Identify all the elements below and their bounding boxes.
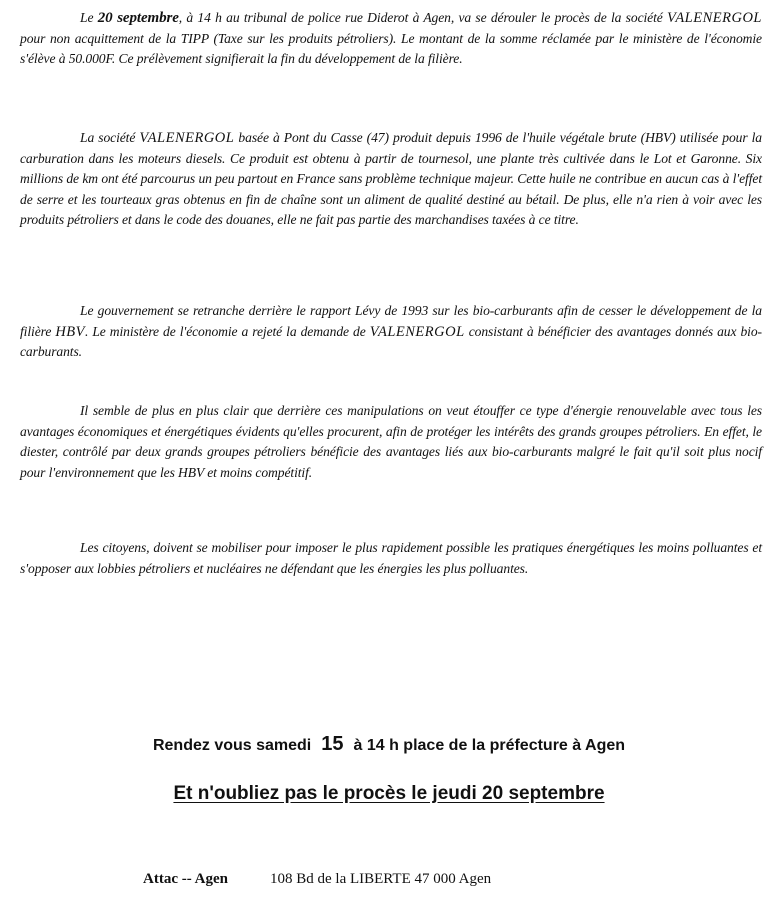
paragraph-text: , à 14 h au tribunal de police rue Diderot à Agen, va se dérouler le procès de la société [178,10,668,25]
paragraph-text: pour non acquittement de la TIPP (Taxe sur les produits pétroliers). Le montant de la somme réclamée par le ministère de l'économie s'élève à 50.000F. Ce prélèvement signifierait la fin du développement de la filière. [20,30,762,66]
paragraph-government-position [20,301,762,363]
paragraph-text: Le gouvernement se retranche derrière le rapport Lévy de 1993 sur les bio-carburants afin de cesser le développement de la filière [20,303,762,339]
paragraph-call-to-action: Les citoyens, doivent se mobiliser pour imposer le plus rapidement possible les pratiques énergétiques les moins polluantes et s'opposer aux lobbies pétroliers et nucléaires ne défendant que les énergies les plus polluantes. [20,540,762,576]
company-name: VALENERGOL [369,323,465,340]
paragraph-lead: La société [80,130,140,145]
paragraph-text: consistant à bénéficier des avantages donnés aux bio-carburants. [20,323,762,359]
rendezvous-before: Rendez vous samedi [152,737,312,754]
rendezvous-line [0,733,778,756]
paragraph-text: basée à Pont du Casse (47) produit depuis 1996 de l'huile végétale brute (HBV) utilisée pour la carburation dans les moteurs diesels. Ce produit est obtenu à partir de tournesol, une plante très cultivée dans le Lot et Garonne. Six millions de km ont été parcourus un peu partout en France sans problème technique majeur. Cette huile ne contribue en aucun cas à l'effet de serre et les tourteaux gras obtenus en fin de chaîne sont un aliment de qualité destiné au bétail. De plus, elle n'a rien à voir avec les produits pétroliers et dans le code des douanes, elle ne fait pas partie des marchandises taxées à ce titre. [20,130,763,227]
hbv-acronym: HBV [55,323,85,340]
organization-name: Attac -- Agen [143,871,228,887]
paragraph-lead: Le [80,10,94,25]
rendezvous-after: à 14 h place de la préfecture à Agen [353,737,626,754]
footer-contact [143,871,491,888]
paragraph-text: . Le ministère de l'économie a rejeté la demande de [85,323,370,339]
trial-reminder: Et n'oubliez pas le procès le jeudi 20 septembre [173,783,605,804]
trial-date: 20 septembre [97,10,179,26]
company-name: VALENERGOL [139,130,235,146]
organization-address: 108 Bd de la LIBERTE 47 000 Agen [269,871,492,887]
paragraph-trial-announcement [20,8,762,70]
rendezvous-day: 15 [321,733,344,755]
company-name: VALENERGOL [667,10,762,26]
paragraph-company-description [20,128,762,231]
paragraph-energy-argument: Il semble de plus en plus clair que derrière ces manipulations on veut étouffer ce type d'énergie renouvelable avec tous les avantages économiques et énergétiques évidents qu'elles procurent, afin de protéger les intérêts des grands groupes pétroliers. En effet, le diester, contrôlé par deux grands groupes pétroliers bénéficie des avantages liés aux bio-carburants malgré le fait qu'il soit plus nocif pour l'environnement que les HBV et moins compétitif. [20,403,762,480]
